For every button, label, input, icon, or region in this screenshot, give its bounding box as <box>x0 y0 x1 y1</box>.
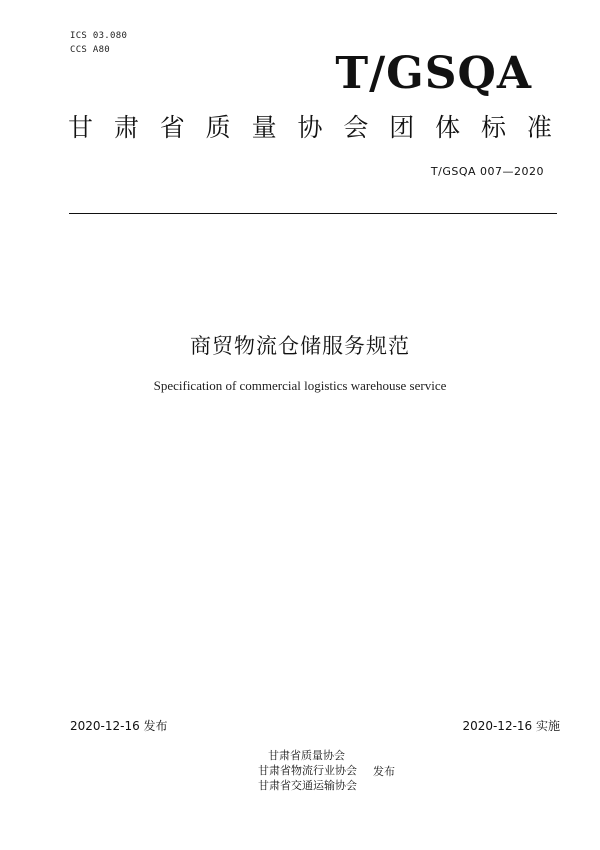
standard-type-char: 甘 <box>68 113 94 142</box>
standard-number: T/GSQA 007—2020 <box>430 165 544 178</box>
document-title-english: Specification of commercial logistics warehouse service <box>153 378 447 393</box>
standard-type-char: 肃 <box>113 113 139 142</box>
standard-type-char: 协 <box>297 113 323 142</box>
ics-code: ICS 03.080 <box>70 31 128 41</box>
publisher-list <box>258 748 357 793</box>
header-divider <box>69 213 557 214</box>
standard-type-char: 质 <box>205 113 231 142</box>
standard-type-char: 量 <box>251 113 277 142</box>
standard-type-char: 团 <box>389 113 415 142</box>
ccs-code: CCS A80 <box>70 45 111 55</box>
publisher-name: 甘肃省交通运输协会 <box>258 779 357 792</box>
standard-type <box>68 115 552 140</box>
standard-type-char: 省 <box>159 113 185 142</box>
publisher-name: 甘肃省物流行业协会 <box>258 764 357 777</box>
implementation-date: 2020-12-16 实施 <box>462 719 560 733</box>
standard-type-char: 体 <box>435 113 461 142</box>
document-title-chinese: 商贸物流仓储服务规范 <box>190 334 410 358</box>
standard-type-char: 会 <box>343 113 369 142</box>
standard-code: T/GSQA <box>335 48 532 99</box>
issue-date: 2020-12-16 发布 <box>70 719 168 733</box>
publish-label: 发布 <box>373 765 395 778</box>
standard-type-char: 标 <box>481 113 507 142</box>
publisher-name: 甘肃省质量协会 <box>268 749 345 762</box>
standard-type-char: 准 <box>526 113 552 142</box>
